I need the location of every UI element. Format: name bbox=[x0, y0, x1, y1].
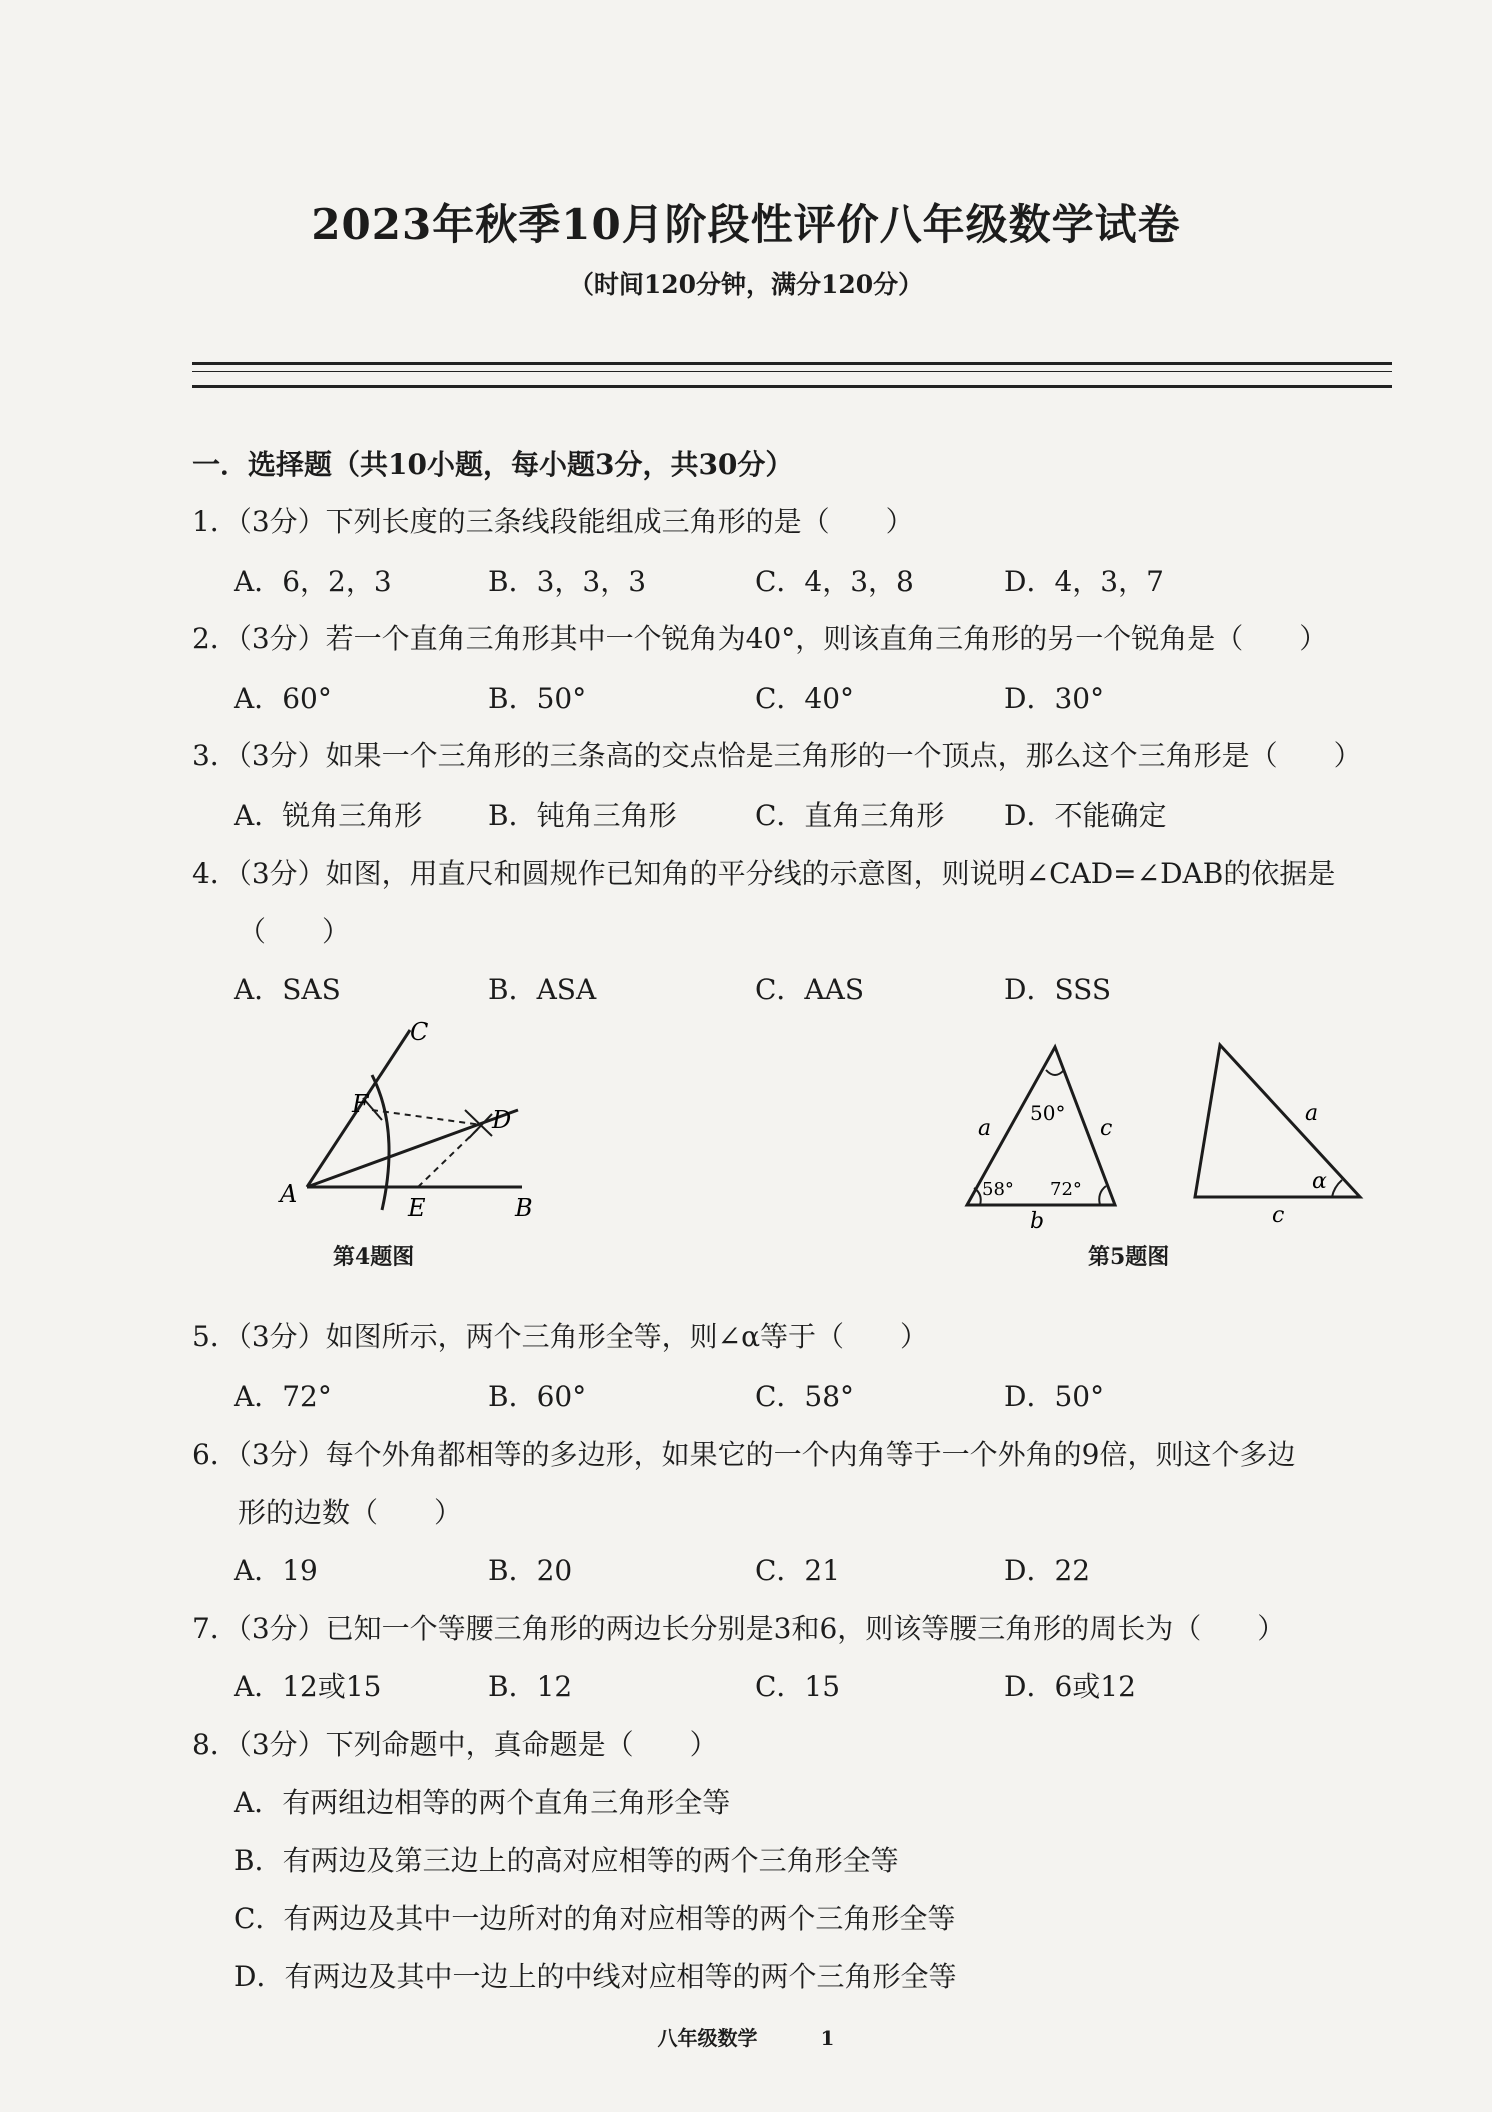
q5-option-d: D．50° bbox=[1004, 1380, 1105, 1413]
figure-5-congruent-triangles bbox=[950, 1030, 1370, 1240]
q4-option-a: A．SAS bbox=[234, 973, 341, 1006]
label-f: F bbox=[352, 1090, 369, 1118]
q8-option-d: D．有两边及其中一边上的中线对应相等的两个三角形全等 bbox=[234, 1960, 957, 1993]
q1-option-a: A．6，2，3 bbox=[234, 565, 392, 598]
label-side-b1: b bbox=[1030, 1209, 1045, 1234]
q1-option-b: B．3，3，3 bbox=[488, 565, 647, 598]
question-1-stem: 1．（3分）下列长度的三条线段能组成三角形的是（ ） bbox=[192, 505, 914, 538]
page-footer bbox=[0, 2022, 1492, 2051]
label-right-angle: 72° bbox=[1050, 1179, 1082, 1200]
label-b: B bbox=[515, 1194, 533, 1222]
q6-option-d: D．22 bbox=[1004, 1554, 1091, 1587]
footer-page-number: 1 bbox=[820, 2026, 835, 2050]
section-title: 一．选择题（共10小题，每小题3分，共30分） bbox=[192, 448, 794, 481]
q4-option-d: D．SSS bbox=[1004, 973, 1112, 1006]
label-left-angle: 58° bbox=[982, 1179, 1014, 1200]
q3-option-d: D．不能确定 bbox=[1004, 799, 1167, 832]
q7-option-a: A．12或15 bbox=[234, 1670, 382, 1703]
header-rule-top bbox=[192, 362, 1392, 365]
figure-5-caption: 第5题图 bbox=[1088, 1244, 1170, 1270]
label-side-a1: a bbox=[978, 1116, 992, 1141]
label-alpha: α bbox=[1312, 1169, 1327, 1194]
triangle-right bbox=[1195, 1045, 1360, 1197]
q6-option-c: C．21 bbox=[755, 1554, 841, 1587]
q5-option-b: B．60° bbox=[488, 1380, 587, 1413]
page-subtitle: （时间120分钟，满分120分） bbox=[568, 270, 924, 299]
question-4-stem: 4．（3分）如图，用直尺和圆规作已知角的平分线的示意图，则说明∠CAD=∠DAB的依据是 bbox=[192, 857, 1336, 890]
label-top-angle: 50° bbox=[1030, 1101, 1066, 1125]
header-rule-middle bbox=[192, 371, 1392, 372]
q3-option-b: B．钝角三角形 bbox=[488, 799, 677, 832]
q2-option-b: B．50° bbox=[488, 682, 587, 715]
q5-option-a: A．72° bbox=[234, 1380, 332, 1413]
question-4-stem-cont: （ ） bbox=[238, 915, 351, 948]
q4-option-c: C．AAS bbox=[755, 973, 865, 1006]
figure-4-angle-bisector bbox=[260, 1010, 580, 1250]
page-title: 2023年秋季10月阶段性评价八年级数学试卷 bbox=[311, 200, 1181, 249]
question-3-stem: 3．（3分）如果一个三角形的三条高的交点恰是三角形的一个顶点，那么这个三角形是（ ） bbox=[192, 739, 1362, 772]
question-6-stem-cont: 形的边数（ ） bbox=[238, 1496, 463, 1529]
header-rule-bottom bbox=[192, 385, 1392, 388]
label-a: A bbox=[280, 1180, 298, 1208]
ray-ad bbox=[307, 1110, 518, 1187]
question-2-stem: 2．（3分）若一个直角三角形其中一个锐角为40°，则该直角三角形的另一个锐角是（ ） bbox=[192, 622, 1328, 655]
question-8-stem: 8．（3分）下列命题中，真命题是（ ） bbox=[192, 1728, 718, 1761]
question-6-stem: 6．（3分）每个外角都相等的多边形，如果它的一个内角等于一个外角的9倍，则这个多边 bbox=[192, 1438, 1296, 1471]
label-e: E bbox=[408, 1194, 426, 1222]
q2-option-a: A．60° bbox=[234, 682, 332, 715]
q3-option-c: C．直角三角形 bbox=[755, 799, 945, 832]
q2-option-c: C．40° bbox=[755, 682, 855, 715]
label-d: D bbox=[492, 1106, 512, 1134]
q2-option-d: D．30° bbox=[1004, 682, 1105, 715]
q7-option-b: B．12 bbox=[488, 1670, 573, 1703]
q3-option-a: A．锐角三角形 bbox=[234, 799, 423, 832]
q6-option-b: B．20 bbox=[488, 1554, 573, 1587]
q5-option-c: C．58° bbox=[755, 1380, 855, 1413]
question-7-stem: 7．（3分）已知一个等腰三角形的两边长分别是3和6，则该等腰三角形的周长为（ ） bbox=[192, 1612, 1286, 1645]
label-c: C bbox=[410, 1018, 429, 1046]
question-5-stem: 5．（3分）如图所示，两个三角形全等，则∠α等于（ ） bbox=[192, 1320, 929, 1353]
label-side-c1: c bbox=[1100, 1116, 1113, 1141]
label-side-a2: a bbox=[1305, 1101, 1319, 1126]
q8-option-b: B．有两边及第三边上的高对应相等的两个三角形全等 bbox=[234, 1844, 899, 1877]
figure-4-caption: 第4题图 bbox=[333, 1244, 415, 1270]
q8-option-c: C．有两边及其中一边所对的角对应相等的两个三角形全等 bbox=[234, 1902, 956, 1935]
label-side-c2: c bbox=[1272, 1203, 1285, 1228]
q8-option-a: A．有两组边相等的两个直角三角形全等 bbox=[234, 1786, 731, 1819]
q1-option-d: D．4，3，7 bbox=[1004, 565, 1164, 598]
arc-ef bbox=[372, 1075, 389, 1210]
q6-option-a: A．19 bbox=[234, 1554, 318, 1587]
q7-option-c: C．15 bbox=[755, 1670, 841, 1703]
q7-option-d: D．6或12 bbox=[1004, 1670, 1136, 1703]
footer-subject: 八年级数学 bbox=[657, 2026, 758, 2050]
q4-option-b: B．ASA bbox=[488, 973, 597, 1006]
q1-option-c: C．4，3，8 bbox=[755, 565, 914, 598]
